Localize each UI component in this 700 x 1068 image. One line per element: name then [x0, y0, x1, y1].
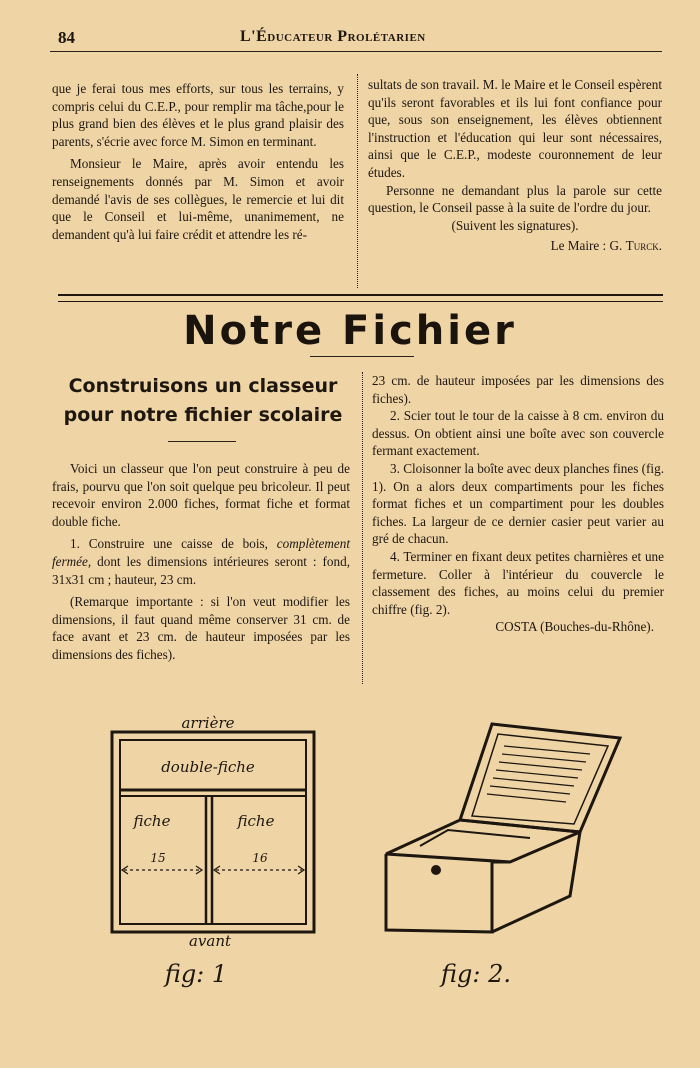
paragraph: Monsieur le Maire, après avoir entendu les renseignements donnés par M. Simon et avoir demandé l'avis de ses collègues, le remercie et lui dit que le Conseil et lui-même, unanimement, ne demandent qu'à lui faire crédit et attendre les ré-	[52, 156, 344, 242]
paragraph	[52, 535, 350, 588]
figure-2-drawing	[380, 720, 630, 1000]
signoff-name: Turck.	[625, 238, 662, 254]
step1-emphasis: complètement fermée,	[52, 536, 350, 569]
author-signoff: COSTA (Bouches-du-Rhône).	[495, 619, 654, 635]
label-double-fiche: double-fiche	[161, 758, 255, 776]
paragraph: 3. Cloisonner la boîte avec deux planches fines (fig. 1). On a alors deux compartiments pour les fiches format fiches et un compartiment pour les doubles fiches. La largeur de ce dernier casier peut varier au gré de chacun.	[372, 460, 664, 547]
paragraph: 23 cm. de hauteur imposées par les dimensions des fiches).	[372, 373, 664, 406]
paragraph: Personne ne demandant plus la parole sur cette question, le Conseil passe à la suite de l'ordre du jour.	[368, 182, 662, 216]
paragraph: sultats de son travail. M. le Maire et le Conseil espèrent qu'ils seront favorables et ils lui font confiance pour que, sous son enseignement, les élèves obtiennent l'instruction et l'éducation qui leur sont nécessaires, ainsi que le C.E.P., modeste couronnement de leur études.	[368, 77, 662, 180]
label-arriere: arrière	[181, 714, 235, 732]
paragraph: 2. Scier tout le tour de la caisse à 8 cm. environ du dessus. On obtient ainsi une boîte avec son couvercle fermant exactement.	[372, 408, 664, 459]
label-avant: avant	[188, 932, 232, 950]
index-sheet	[487, 746, 590, 802]
paragraph: (Remarque importante : si l'on veut modifier les dimensions, il faut quand même conserver 31 cm. de face avant et 23 cm. de hauteur imposées par les dimensions des fiches).	[52, 594, 350, 662]
box-front	[386, 854, 492, 932]
paragraph: Voici un classeur que l'on peut construire à peu de frais, pourvu que l'on soit quelque peu bricoleur. Il peut recevoir environ 2.000 fiches, format fiche et format double fiche.	[52, 461, 350, 529]
article-left-column	[52, 460, 350, 664]
section-double-rule	[58, 294, 663, 302]
dimension-left: 15	[150, 851, 166, 865]
paragraph: 4. Terminer en fixant deux petites charnières et une fermeture. Coller à l'intérieur du couvercle le classement des fiches, au moins celui du premier chiffre (fig. 2).	[372, 548, 664, 617]
label-fiche-left: fiche	[133, 812, 171, 830]
top-right-column	[368, 76, 662, 255]
dimension-right: 16	[252, 851, 268, 865]
box-side	[492, 832, 580, 932]
page-number: 84	[58, 28, 75, 47]
latch-knob	[431, 865, 441, 875]
column-divider	[357, 74, 358, 288]
column-divider	[362, 372, 363, 684]
section-title-rule	[310, 356, 414, 357]
signoff	[368, 237, 662, 255]
article-title-line: pour notre fichier scolaire	[63, 404, 343, 426]
signatures-note: (Suivent les signatures).	[451, 217, 579, 233]
article-title-rule	[168, 441, 236, 442]
step1-text: dont les dimensions intérieures seront : fond, 31x31 cm ; hauteur, 23 cm.	[52, 553, 350, 587]
article-title-line: Construisons un classeur	[68, 375, 338, 397]
article-right-column-text	[372, 372, 664, 684]
top-left-column	[52, 80, 344, 243]
step1-text: 1. Construire une caisse de bois,	[70, 536, 277, 552]
signoff-prefix: Le Maire : G.	[550, 238, 626, 254]
figure-1-drawing	[100, 710, 330, 1000]
article-title	[48, 372, 358, 430]
label-fiche-right: fiche	[237, 812, 275, 830]
header-rule	[50, 51, 662, 52]
box-top-edge	[386, 820, 580, 862]
paragraph: que je ferai tous mes efforts, sur tous les terrains, y compris celui du C.E.P., pour remplir ma tâche,pour le plus grand bien des élèves et le plus grand plaisir des parents, s'écrie avec force M. Simon en terminant.	[52, 81, 344, 149]
figure-1-caption: fig: 1	[164, 960, 228, 988]
section-title: Notre Fichier	[183, 308, 517, 354]
running-head: L'Éducateur Prolétarien	[240, 28, 426, 45]
figure-2-caption: fig: 2.	[441, 960, 511, 988]
